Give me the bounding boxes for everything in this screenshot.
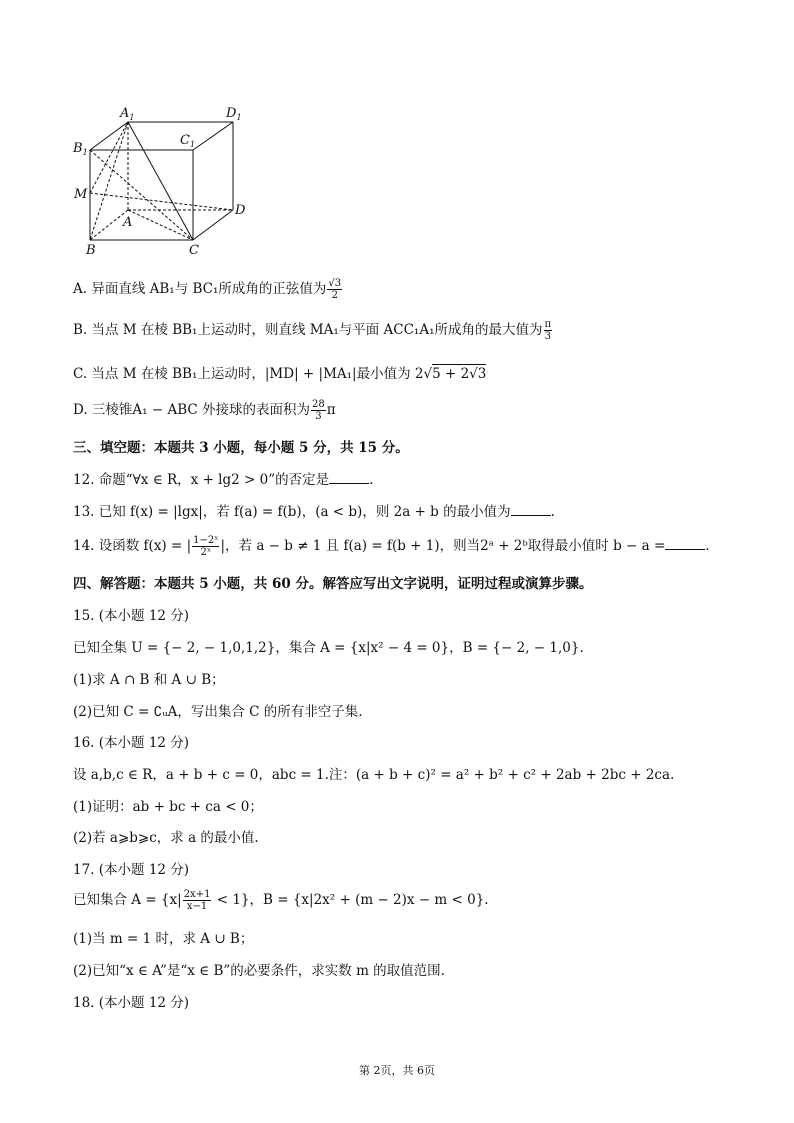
q17-fraction: $\frac{2x+1}{x-1}$	[183, 889, 211, 912]
option-b-text: B. 当点 M 在棱 BB₁上运动时，则直线 MA₁与平面 ACC₁A₁所成角的最大值为	[73, 322, 543, 338]
option-d-fraction: $\frac{28}{3}$	[312, 399, 325, 422]
answer-blank	[511, 503, 551, 516]
q15-line3: (2)已知 C = ∁ᵤA，写出集合 C 的所有非空子集.	[73, 704, 363, 720]
option-a	[73, 277, 343, 301]
answer-blank	[329, 471, 369, 484]
edge-a-c	[128, 210, 193, 240]
q16-line3: (2)若 a⩾b⩾c，求 a 的最小值.	[73, 830, 259, 846]
q17-line2: (1)当 m = 1 时，求 A ∪ B；	[73, 931, 254, 947]
label-b1: $B_1$	[73, 141, 88, 157]
q18-title: 18. (本小题 12 分)	[73, 995, 190, 1011]
option-d: D. 三棱锥A₁ − ABC 外接球的表面积为 $\frac{28}{3}$ π	[73, 399, 336, 422]
q17-line1: 已知集合 A = {x| $\frac{2x+1}{x-1}$ < 1}，B = {x|2x² + (m − 2)x − m < 0}.	[73, 889, 489, 912]
label-a1: $A_1$	[120, 106, 135, 122]
label-c1: $C_1$	[180, 133, 196, 149]
section3-heading: 三、填空题：本题共 3 小题，每小题 5 分，共 15 分。	[73, 440, 409, 456]
label-b: B	[86, 243, 96, 258]
q16-line1: 设 a,b,c ∈ R，a + b + c = 0，abc = 1.注：(a + b + c)² = a² + b² + c² + 2ab + 2bc + 2ca.	[73, 767, 675, 783]
label-a: A	[123, 215, 133, 230]
question-13: 13. 已知 f(x) = |lgx|，若 f(a) = f(b)，(a < b)，则 2a + b 的最小值为 .	[73, 504, 555, 520]
label-c: C	[189, 243, 199, 258]
option-a-fraction: $\frac{√3}{2}$	[328, 278, 342, 301]
edge-m-d	[90, 193, 233, 210]
option-d-text: D. 三棱锥A₁ − ABC 外接球的表面积为	[73, 402, 311, 418]
section4-heading: 四、解答题：本题共 5 小题，共 60 分。解答应写出文字说明，证明过程或演算步骤。	[73, 576, 593, 592]
q14-fraction: $\frac{\text{1−2ˣ}}{\text{2ˣ}}$	[193, 535, 219, 558]
label-d1: $D_1$	[226, 106, 242, 122]
label-d: D	[235, 203, 246, 218]
option-c-text: C. 当点 M 在棱 BB₁上运动时，|MD| + |MA₁|最小值为 2	[73, 366, 424, 382]
cube-figure	[68, 100, 268, 260]
question-14: 14. 设函数 f(x) = | $\frac{\text{1−2ˣ}}{\text{2ˣ}}$ |，若 a − b ≠ 1 且 f(a) = f(b + 1)，则当2ᵃ + 2ᵇ取得最小值时 b − a = .	[73, 535, 710, 558]
option-b-fraction: $\frac{\pi}{3}$	[544, 319, 552, 342]
q17-title: 17. (本小题 12 分)	[73, 862, 190, 878]
edge-c-d	[193, 210, 233, 240]
edge-d1-c1	[193, 122, 233, 150]
q15-line2: (1)求 A ∩ B 和 A ∪ B；	[73, 672, 225, 688]
label-m: M	[74, 187, 88, 202]
q17-line3: (2)已知“x ∈ A”是“x ∈ B”的必要条件，求实数 m 的取值范围.	[73, 963, 445, 979]
option-a-text: A. 异面直线 AB₁与 BC₁所成角的正弦值为	[73, 281, 327, 297]
answer-blank	[665, 537, 705, 550]
q16-title: 16. (本小题 12 分)	[73, 735, 190, 751]
option-b	[73, 318, 553, 342]
edge-a1-b1	[90, 122, 128, 150]
q16-line2: (1)证明：ab + bc + ca < 0；	[73, 799, 263, 815]
option-c-radical: 5 + 2√3	[432, 366, 487, 382]
edge-m-a1	[90, 122, 128, 193]
question-12: 12. 命题“∀x ∈ R，x + lg2 > 0”的否定是 .	[73, 472, 374, 488]
option-c: C. 当点 M 在棱 BB₁上运动时，|MD| + |MA₁|最小值为 2√5 + 2√3	[73, 366, 487, 382]
q15-line1: 已知全集 U = {− 2, − 1,0,1,2}，集合 A = {x|x² − 4 = 0}，B = {− 2, − 1,0}.	[73, 640, 584, 656]
page-footer: 第 2页，共 6页	[359, 1064, 435, 1077]
q15-title: 15. (本小题 12 分)	[73, 608, 190, 624]
